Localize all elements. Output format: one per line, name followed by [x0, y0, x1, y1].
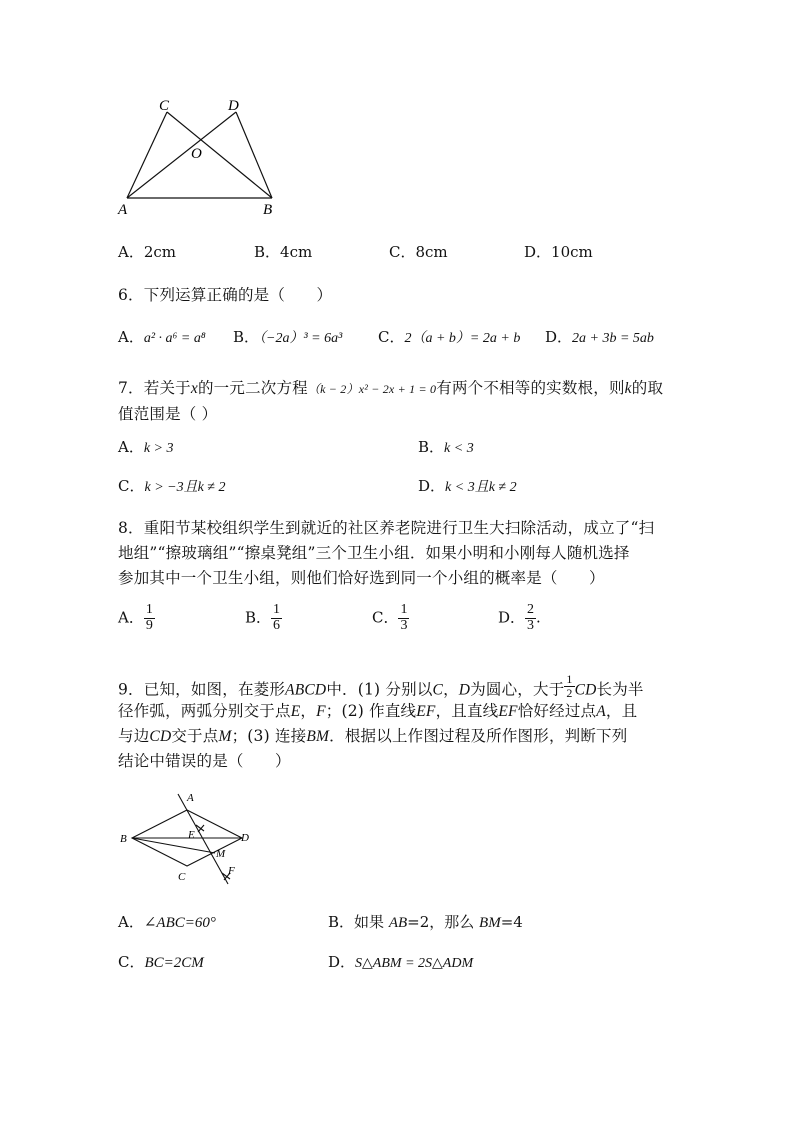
- q6-option-a[interactable]: A．a² · a⁶ = a⁸: [118, 328, 206, 346]
- q8-option-c[interactable]: C． $\frac{1}{3}$: [372, 602, 408, 633]
- q7-option-c[interactable]: C．k > −3且k ≠ 2: [118, 477, 226, 495]
- q9-stem-line1: 9．已知，如图，在菱形ABCD中．(1) 分别以C，D为圆心，大于 $\frac{1}{2}$ CD长为半: [118, 672, 644, 700]
- q5-option-c[interactable]: C．8cm: [389, 243, 448, 261]
- q6-option-b[interactable]: B．（−2a）³ = 6a³: [233, 328, 343, 346]
- fig2-label-e: E: [188, 829, 195, 841]
- q8-option-b[interactable]: B． $\frac{1}{6}$: [245, 602, 281, 633]
- label-o: O: [191, 146, 202, 162]
- q8-option-a[interactable]: A． $\frac{1}{9}$: [118, 602, 153, 633]
- q9-option-a[interactable]: A．∠ABC=60°: [118, 913, 216, 931]
- q7-option-a[interactable]: A．k > 3: [118, 438, 174, 456]
- q8-option-d-fraction: $\frac{2}{3}$: [527, 602, 535, 633]
- q8-option-b-fraction: $\frac{1}{6}$: [273, 602, 281, 633]
- q9-option-b[interactable]: B．如果 AB=2，那么 BM=4: [328, 913, 523, 931]
- q8-stem-line1: 8．重阳节某校组织学生到就近的社区养老院进行卫生大扫除活动，成立了“扫: [118, 519, 655, 537]
- q5-option-a[interactable]: A．2cm: [118, 243, 177, 261]
- q8-option-d[interactable]: D． $\frac{2}{3}$ .: [498, 602, 541, 633]
- fig2-label-f: F: [228, 865, 235, 877]
- figure-triangles-abcd: [110, 92, 300, 220]
- q6-option-c[interactable]: C．2（a + b）= 2a + b: [378, 328, 521, 346]
- q9-half-fraction: $\frac{1}{2}$: [566, 672, 573, 700]
- fig2-label-d: D: [241, 832, 249, 844]
- label-b: B: [263, 202, 273, 218]
- q7-stem-line1: 7．若关于x的一元二次方程（k − 2）x² − 2x + 1 = 0有两个不相等的实数根，则k的取: [118, 379, 664, 397]
- fig2-label-a: A: [187, 792, 194, 804]
- figure-rhombus-construction: [112, 788, 262, 888]
- q5-option-b[interactable]: B．4cm: [254, 243, 313, 261]
- q8-option-c-fraction: $\frac{1}{3}$: [400, 602, 408, 633]
- q9-option-d[interactable]: D．S△ABM = 2S△ADM: [328, 953, 474, 971]
- label-c: C: [159, 98, 170, 114]
- label-d: D: [228, 98, 239, 114]
- q7-option-b[interactable]: B．k < 3: [418, 438, 474, 456]
- q7-equation: （k − 2）x² − 2x + 1 = 0: [307, 382, 437, 396]
- q8-stem-line3: 参加其中一个卫生小组，则他们恰好选到同一个小组的概率是（ ）: [118, 569, 605, 587]
- q6-option-d[interactable]: D．2a + 3b = 5ab: [545, 328, 654, 346]
- label-a: A: [118, 202, 128, 218]
- q6-stem: 6．下列运算正确的是（ ）: [118, 286, 333, 304]
- q9-option-c[interactable]: C．BC=2CM: [118, 953, 204, 971]
- q9-stem-line4: 结论中错误的是（ ）: [118, 752, 291, 770]
- fig2-label-m: M: [216, 848, 226, 860]
- q9-stem-line3: 与边CD交于点M；(3) 连接BM．根据以上作图过程及所作图形，判断下列: [118, 727, 628, 745]
- q5-option-d[interactable]: D．10cm: [524, 243, 593, 261]
- q8-option-a-fraction: $\frac{1}{9}$: [145, 602, 153, 633]
- fig2-label-c: C: [178, 871, 186, 883]
- q8-stem-line2: 地组”“擦玻璃组”“擦桌凳组”三个卫生小组．如果小明和小刚每人随机选择: [118, 544, 630, 562]
- q9-stem-line2: 径作弧，两弧分别交于点E，F；(2) 作直线EF，且直线EF恰好经过点A，且: [118, 702, 638, 720]
- q7-option-d[interactable]: D．k < 3且k ≠ 2: [418, 477, 517, 495]
- q7-stem-line2: 值范围是（ ）: [118, 405, 218, 423]
- fig2-label-b: B: [120, 833, 127, 845]
